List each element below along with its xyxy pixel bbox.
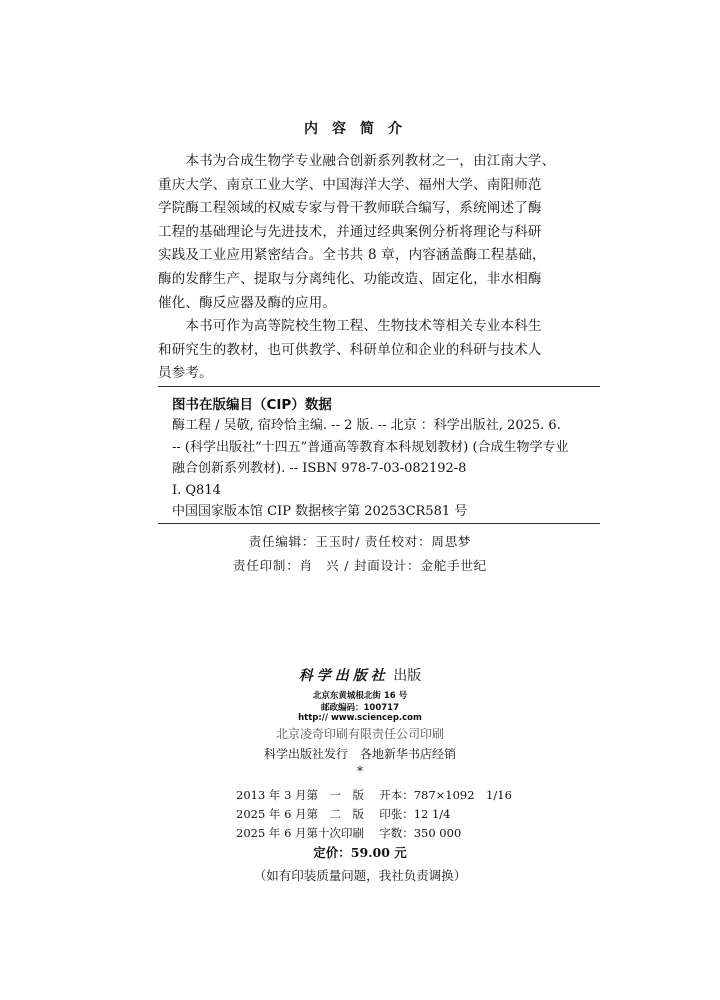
cip-top-rule [158, 386, 600, 387]
intro-line: 本书可作为高等院校生物工程、生物技术等相关专业本科生 [158, 318, 542, 335]
separator-star: * [357, 764, 363, 778]
production-credits: 责任印制：肖 兴 / 封面设计：金舵手世纪 [233, 558, 487, 573]
publisher-postcode: 邮政编码：100717 [321, 703, 399, 713]
editor-credits: 责任编辑：王玉时/ 责任校对：周思梦 [248, 534, 472, 549]
publisher-website: http:// www.sciencep.com [298, 713, 422, 723]
cip-bottom-rule [158, 523, 600, 524]
edition-row-1: 2013 年 3 月第 一 版 开本：787×1092 1/16 [236, 788, 512, 802]
intro-paragraph [158, 150, 568, 386]
printer-line: 北京凌奇印刷有限责任公司印刷 [275, 727, 444, 741]
intro-line: 和研究生的教材，也可供教学、科研单位和企业的科研与技术人 [158, 341, 542, 358]
intro-line: 催化、酶反应器及酶的应用。 [158, 294, 337, 311]
page-title: 内容简介 [304, 121, 416, 137]
intro-line: 员参考。 [158, 365, 213, 382]
cip-block [172, 415, 569, 523]
intro-line: 工程的基础理论与先进技术，并通过经典案例分析将理论与科研 [158, 223, 542, 240]
quality-notice: （如有印装质量问题，我社负责调换） [253, 868, 467, 883]
publisher-address: 北京东黄城根北街 16 号 [312, 691, 408, 701]
publisher-suffix: 出版 [388, 668, 422, 684]
publisher-line [0, 665, 720, 685]
cip-line: -- (科学出版社“十四五”普通高等教育本科规划教材) (合成生物学专业 [172, 439, 569, 455]
edition-row-2: 2025 年 6 月第 二 版 印张：12 1/4 [236, 807, 451, 821]
cip-heading: 图书在版编目（CIP）数据 [172, 397, 332, 413]
intro-line: 本书为合成生物学专业融合创新系列教材之一，由江南大学、 [158, 153, 556, 169]
price: 定价：59.00 元 [313, 845, 407, 860]
cip-line: 中国国家版本馆 CIP 数据核字第 20253CR581 号 [172, 504, 468, 519]
intro-line: 酶的发酵生产、提取与分离纯化、功能改造、固定化，非水相酶 [158, 270, 542, 287]
distribution-line: 科学出版社发行 各地新华书店经销 [263, 747, 456, 761]
edition-row-3: 2025 年 6 月第十次印刷 字数：350 000 [236, 826, 462, 840]
publisher-name: 科学出版社 [298, 668, 389, 684]
cip-line: Ⅰ. Q814 [172, 482, 221, 498]
intro-line: 实践及工业应用紧密结合。全书共 8 章，内容涵盖酶工程基础， [158, 247, 546, 264]
cip-line: 酶工程 / 吴敬, 宿玲恰主编. -- 2 版. -- 北京 ：科学出版社, 2025. 6. [172, 418, 561, 433]
intro-line: 重庆大学、南京工业大学、中国海洋大学、福州大学、南阳师范 [158, 176, 542, 193]
intro-line: 学院酶工程领域的权威专家与骨干教师联合编写，系统阐述了酶 [158, 200, 542, 217]
cip-line: 融合创新系列教材). -- ISBN 978-7-03-082192-8 [172, 461, 467, 476]
